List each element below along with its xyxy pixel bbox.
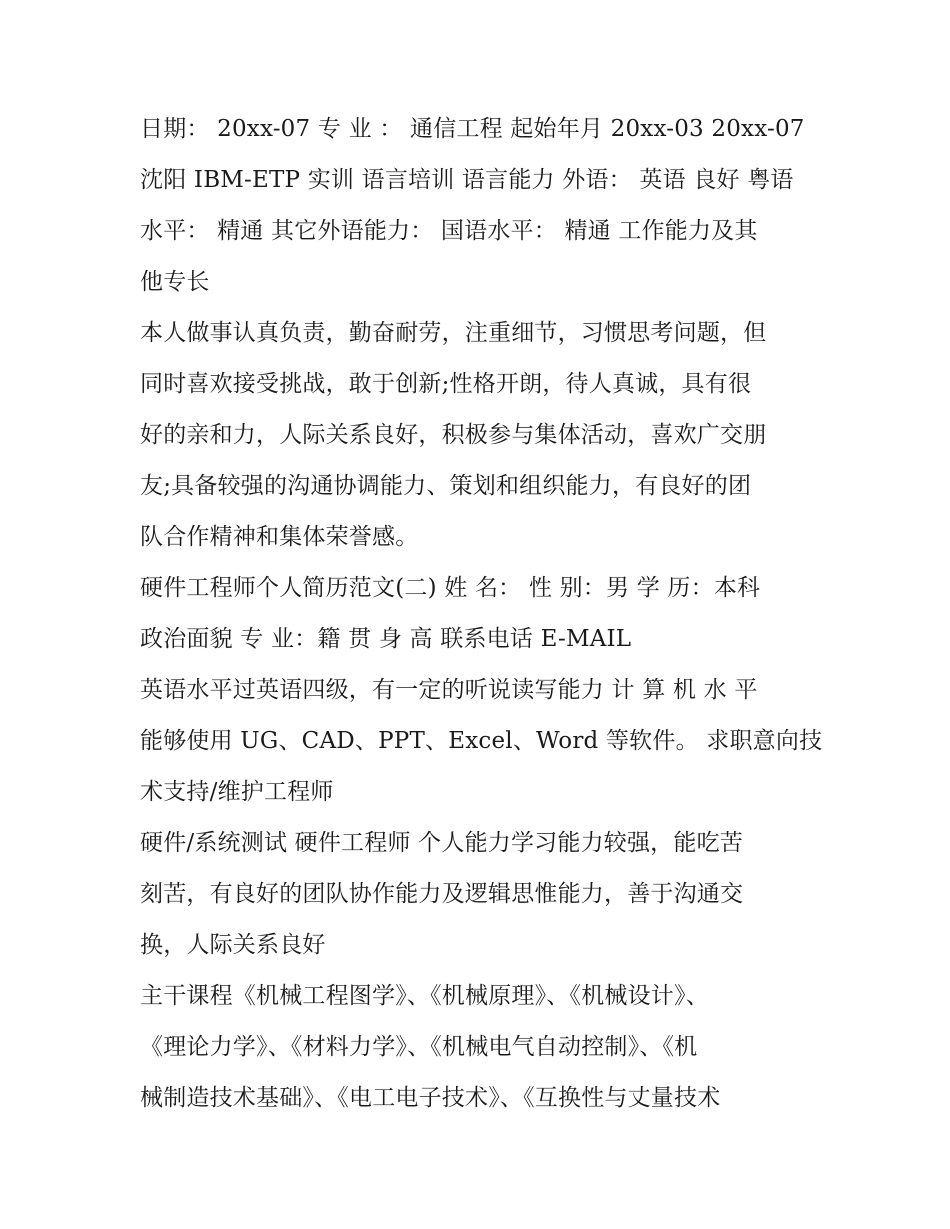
- text-line: 政治面貌 专 业：籍 贯 身 高 联系电话 E-MAIL: [140, 626, 632, 652]
- text-line: 本人做事认真负责，勤奋耐劳，注重细节，习惯思考问题，但: [140, 320, 767, 346]
- text-line: 队合作精神和集体荣誉感。: [140, 524, 419, 550]
- text-line: 术支持/维护工程师: [140, 779, 334, 805]
- text-line: 械制造技术基础》、《电工电子技术》、《互换性与丈量技术: [140, 1085, 721, 1111]
- text-line: 换，人际关系良好: [140, 932, 326, 958]
- text-line: 主干课程《机械工程图学》、《机械原理》、《机械设计》、: [140, 983, 709, 1009]
- text-line: 同时喜欢接受挑战，敢于创新;性格开朗，待人真诚，具有很: [140, 371, 752, 397]
- document-body: [140, 104, 823, 1124]
- text-line: 英语水平过英语四级，有一定的听说读写能力 计 算 机 水 平: [140, 677, 758, 703]
- text-line: 硬件工程师个人简历范文(二) 姓 名： 性 别：男 学 历：本科: [140, 575, 761, 601]
- text-line: 《理论力学》、《材料力学》、《机械电气自动控制》、《机: [140, 1034, 698, 1060]
- text-line: 他专长: [140, 269, 210, 295]
- text-line: 日期： 20xx-07 专 业 ： 通信工程 起始年月 20xx-03 20xx-07: [140, 116, 805, 142]
- text-line: 水平： 精通 其它外语能力： 国语水平： 精通 工作能力及其: [140, 218, 758, 244]
- text-line: 友;具备较强的沟通协调能力、策划和组织能力，有良好的团: [140, 473, 752, 499]
- text-line: 能够使用 UG、CAD、PPT、Excel、Word 等软件。 求职意向技: [140, 728, 823, 754]
- text-line: 刻苦，有良好的团队协作能力及逻辑思惟能力，善于沟通交: [140, 881, 744, 907]
- text-line: 好的亲和力，人际关系良好，积极参与集体活动，喜欢广交朋: [140, 422, 767, 448]
- text-line: 沈阳 IBM-ETP 实训 语言培训 语言能力 外语： 英语 良好 粤语: [140, 167, 794, 193]
- text-line: 硬件/系统测试 硬件工程师 个人能力学习能力较强，能吃苦: [140, 830, 743, 856]
